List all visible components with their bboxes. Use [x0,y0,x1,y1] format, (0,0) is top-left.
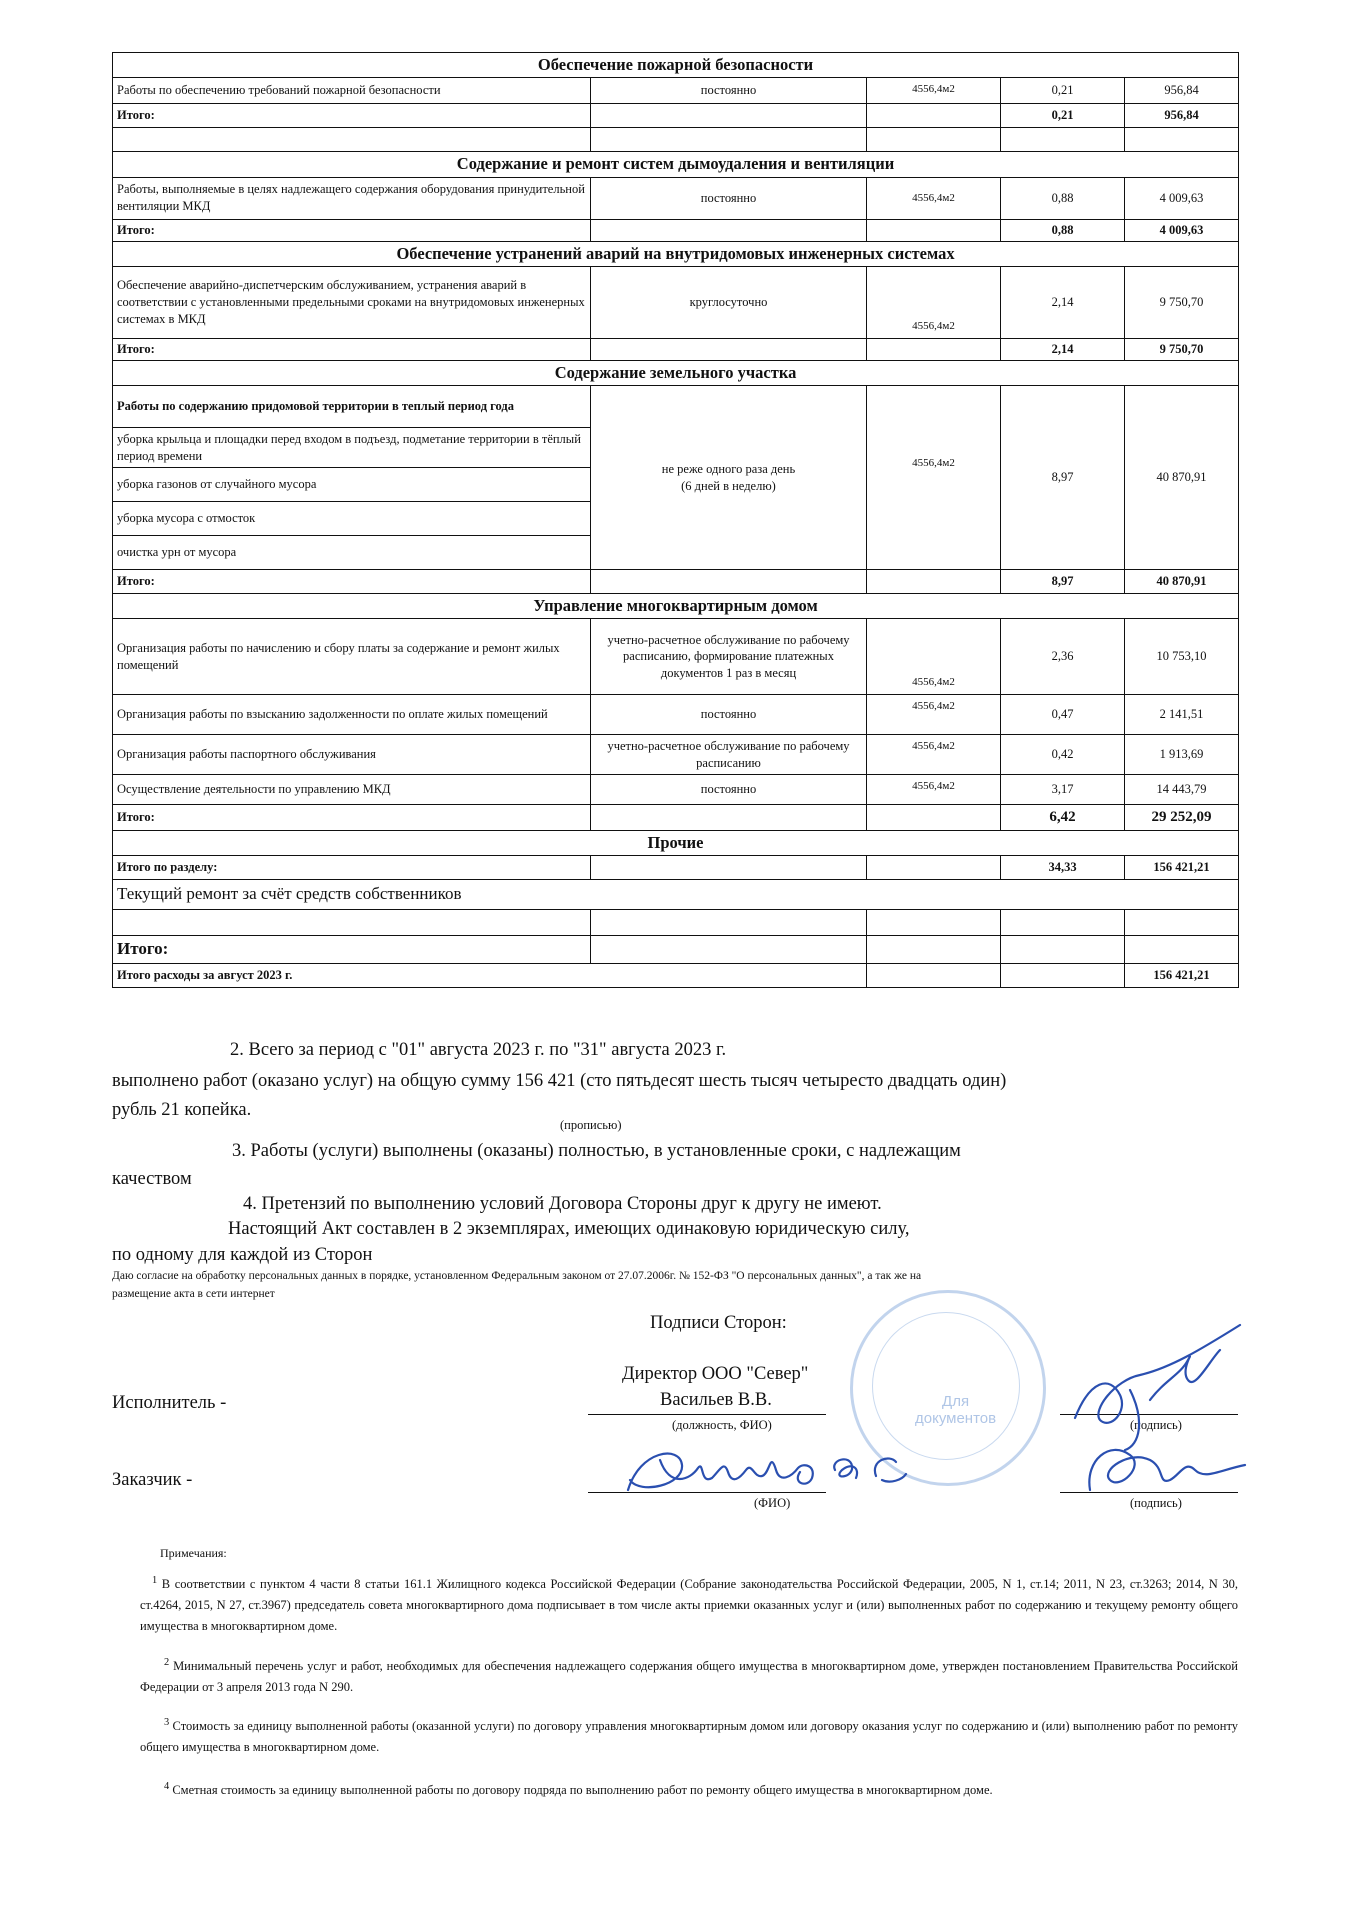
land-row: уборка газонов от случайного мусора [113,468,591,502]
note-text: В соответствии с пунктом 4 части 8 статьи 161.1 Жилищного кодекса Российской Федерации (Собрание законодательства Российской Федерации, 2005, N 1, ст.14; 2011, N 23, ст.3263; 2014, N 30, ст.4264, 2015, N 27, ст.3967) председатель совета многоквартирного дома подписывает в том числе акты приемки оказанных услуг и (или) выполненных работ по содержанию и текущему ремонту общего имущества в многоквартирном доме. [140,1577,1238,1634]
mgmt-row-name: Осуществление деятельности по управлению МКД [113,775,591,805]
row-rate: 2,14 [1001,266,1125,338]
consent-line-2: размещение акта в сети интернет [112,1288,275,1300]
total-rate: 6,42 [1001,805,1125,830]
paragraph-5-line2: по одному для каждой из Сторон [112,1245,373,1265]
mgmt-row-rate: 3,17 [1001,775,1125,805]
section-title-other: Прочие [113,830,1239,855]
executor-name: Васильев В.В. [660,1390,772,1410]
paragraph-2-line3: рубль 21 копейка. [112,1100,252,1120]
total-label: Итого: [113,104,591,128]
mgmt-row-period: учетно-расчетное обслуживание по рабочему расписанию [591,735,867,775]
note-3 [140,1712,1238,1758]
land-row: Работы по содержанию придомовой территории в теплый период года [113,386,591,428]
mgmt-row-sum: 14 443,79 [1125,775,1239,805]
total-rate: 8,97 [1001,570,1125,594]
row-period: постоянно [591,177,867,219]
customer-caption: (ФИО) [754,1496,791,1510]
section-title-vent: Содержание и ремонт систем дымоудаления и вентиляции [113,152,1239,177]
row-sum: 956,84 [1125,78,1239,104]
total-sum: 29 252,09 [1125,805,1239,830]
note-text: Минимальный перечень услуг и работ, необходимых для обеспечения надлежащего содержания общего имущества в многоквартирном доме, утвержден постановлением Правительства Российской Федерации от 3 апреля 2013 года N 290. [140,1659,1238,1695]
row-name: Обеспечение аварийно-диспетчерским обслуживанием, устранения аварий в соответствии с установленными предельными сроками на внутридомовых инженерных системах в МКД [113,266,591,338]
paragraph-3-line2: качеством [112,1169,192,1189]
mgmt-row-period: учетно-расчетное обслуживание по рабочему расписанию, формирование платежных документов 1 раз в месяц [591,619,867,695]
total-sum: 9 750,70 [1125,338,1239,360]
executor-sign-caption: (подпись) [1130,1418,1182,1432]
signatures-title: Подписи Сторон: [650,1313,787,1333]
mgmt-row-period: постоянно [591,775,867,805]
total-label: Итого: [113,570,591,594]
total-sum: 956,84 [1125,104,1239,128]
notes-title: Примечания: [160,1546,227,1560]
note-num: 2 [164,1657,170,1668]
customer-sign-caption: (подпись) [1130,1496,1182,1510]
note-num: 1 [152,1575,158,1586]
paragraph-5: Настоящий Акт составлен в 2 экземплярах, имеющих одинаковую юридическую силу, [228,1219,910,1239]
total-label: Итого: [113,935,591,963]
stamp-text: Для документов [915,1393,997,1427]
row-sum: 9 750,70 [1125,266,1239,338]
section-title-fire: Обеспечение пожарной безопасности [113,53,1239,78]
note-num: 3 [164,1717,170,1728]
total-sum: 156 421,21 [1125,855,1239,879]
land-unit: 4556,4м2 [867,386,1001,570]
section-title-land: Содержание земельного участка [113,360,1239,385]
paragraph-2-line2: выполнено работ (оказано услуг) на общую сумму 156 421 (сто пятьдесят шесть тысяч четыресто двадцать один) [112,1071,1007,1091]
land-period: не реже одного раза день (6 дней в неделю) [591,386,867,570]
row-unit: 4556,4м2 [867,78,1001,104]
land-rate: 8,97 [1001,386,1125,570]
row-rate: 0,88 [1001,177,1125,219]
section-title-management: Управление многоквартирным домом [113,594,1239,619]
note-4 [140,1776,1238,1801]
mgmt-row-sum: 10 753,10 [1125,619,1239,695]
mgmt-row-unit: 4556,4м2 [867,735,1001,775]
row-rate: 0,21 [1001,78,1125,104]
note-2 [140,1652,1238,1698]
section-title-repair: Текущий ремонт за счёт средств собственников [113,879,1239,909]
row-unit: 4556,4м2 [867,266,1001,338]
row-name: Работы по обеспечению требований пожарной безопасности [113,78,591,104]
customer-label: Заказчик - [112,1470,193,1490]
section-title-emergency: Обеспечение устранений аварий на внутридомовых инженерных системах [113,241,1239,266]
grand-total-sum: 156 421,21 [1125,963,1239,987]
grand-total-label: Итого расходы за август 2023 г. [113,963,867,987]
company-stamp-inner [872,1312,1020,1460]
total-label: Итого: [113,219,591,241]
services-table [112,52,1239,988]
total-label: Итого по разделу: [113,855,591,879]
row-sum: 4 009,63 [1125,177,1239,219]
total-rate: 0,88 [1001,219,1125,241]
mgmt-row-unit: 4556,4м2 [867,775,1001,805]
total-label: Итого: [113,338,591,360]
mgmt-row-name: Организация работы по взысканию задолженности по оплате жилых помещений [113,695,591,735]
customer-handwritten-signature [620,1440,950,1500]
total-rate: 0,21 [1001,104,1125,128]
total-rate: 2,14 [1001,338,1125,360]
land-row: очистка урн от мусора [113,536,591,570]
mgmt-row-sum: 2 141,51 [1125,695,1239,735]
mgmt-row-rate: 2,36 [1001,619,1125,695]
row-period: круглосуточно [591,266,867,338]
propisyu-caption: (прописью) [560,1118,622,1132]
mgmt-row-unit: 4556,4м2 [867,619,1001,695]
note-text: Сметная стоимость за единицу выполненной работы по договору подряда по выполнению работ по ремонту общего имущества в многоквартирном доме. [172,1783,993,1798]
mgmt-row-unit: 4556,4м2 [867,695,1001,735]
row-period: постоянно [591,78,867,104]
total-rate: 34,33 [1001,855,1125,879]
mgmt-row-rate: 0,47 [1001,695,1125,735]
mgmt-row-sum: 1 913,69 [1125,735,1239,775]
total-sum: 40 870,91 [1125,570,1239,594]
row-unit: 4556,4м2 [867,177,1001,219]
executor-label: Исполнитель - [112,1393,227,1413]
paragraph-4: 4. Претензий по выполнению условий Договора Стороны друг к другу не имеют. [243,1194,882,1214]
note-num: 4 [164,1781,170,1792]
executor-position: Директор ООО "Север" [622,1364,809,1384]
row-name: Работы, выполняемые в целях надлежащего содержания оборудования принудительной вентиляции МКД [113,177,591,219]
land-row: уборка крыльца и площадки перед входом в подъезд, подметание территории в тёплый период времени [113,428,591,468]
paragraph-2: 2. Всего за период с "01" августа 2023 г. по "31" августа 2023 г. [230,1040,727,1060]
land-sum: 40 870,91 [1125,386,1239,570]
total-label: Итого: [113,805,591,830]
consent-line-1: Даю согласие на обработку персональных данных в порядке, установленном Федеральным законом от 27.07.2006г. № 152-ФЗ "О персональных данных", а так же на [112,1270,922,1282]
total-sum: 4 009,63 [1125,219,1239,241]
mgmt-row-rate: 0,42 [1001,735,1125,775]
mgmt-row-name: Организация работы паспортного обслуживания [113,735,591,775]
executor-name-line [588,1414,826,1415]
mgmt-row-name: Организация работы по начислению и сбору платы за содержание и ремонт жилых помещений [113,619,591,695]
note-1 [140,1570,1238,1637]
mgmt-row-period: постоянно [591,695,867,735]
land-row: уборка мусора с отмосток [113,502,591,536]
executor-handwritten-signature [1070,1320,1260,1505]
note-text: Стоимость за единицу выполненной работы (оказанной услуги) по договору управления многоквартирным домом или договору оказания услуг по содержанию и (или) выполнению работ по ремонту общего имущества в многоквартирном доме. [140,1719,1238,1755]
executor-caption: (должность, ФИО) [672,1418,772,1432]
paragraph-3: 3. Работы (услуги) выполнены (оказаны) полностью, в установленные сроки, с надлежащим [232,1141,961,1161]
